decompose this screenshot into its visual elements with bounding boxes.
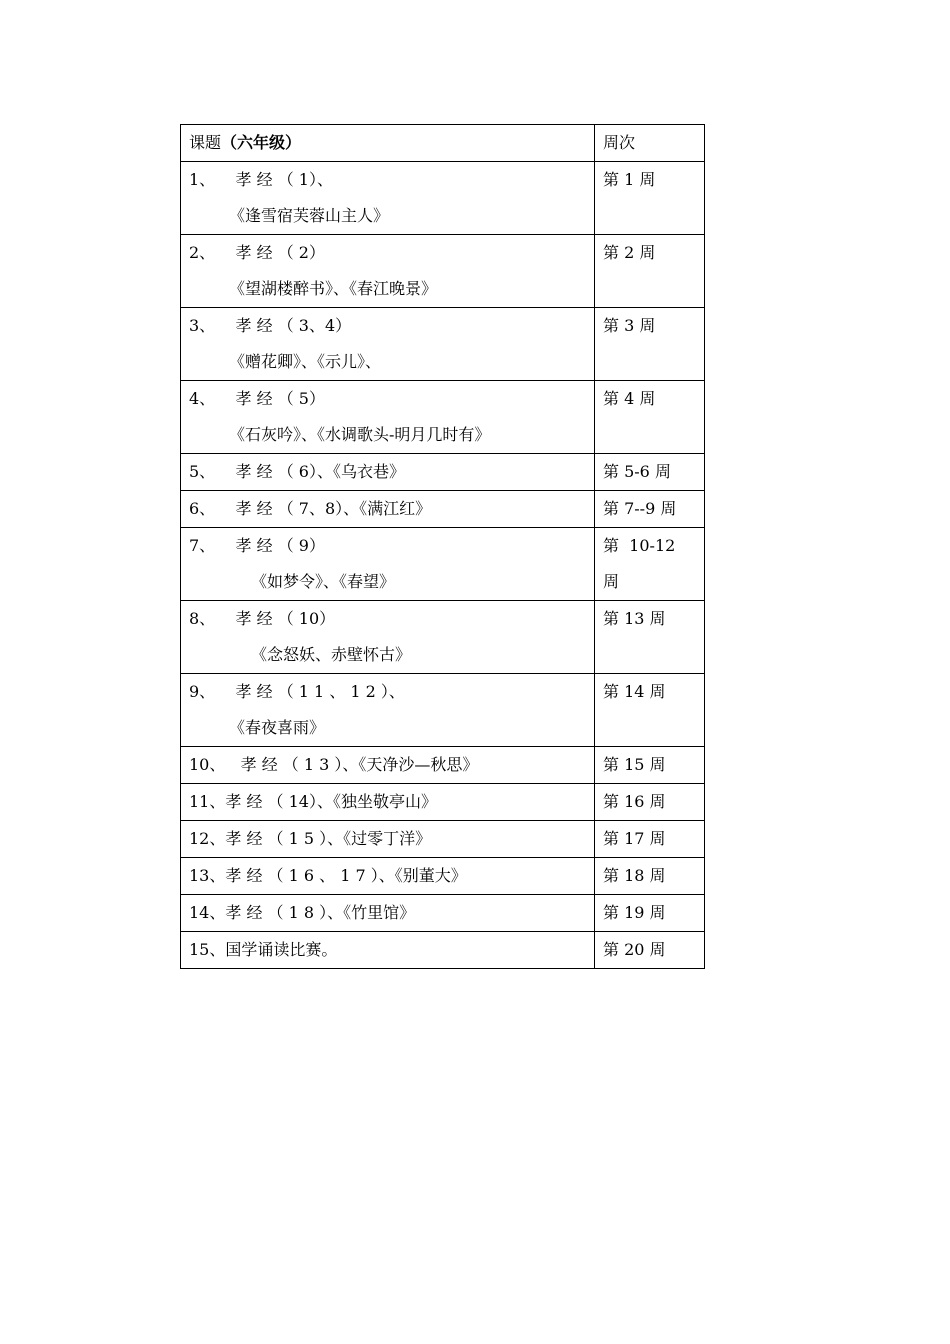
table-row: [181, 747, 705, 784]
week-value-suffix: 周: [603, 572, 620, 591]
topic-cell: [181, 454, 595, 491]
topic-cell: [181, 528, 595, 601]
week-value: 第 14 周: [603, 682, 666, 701]
week-cell: [595, 858, 705, 895]
week-value: 第 4 周: [603, 389, 656, 408]
topic-line: 8、 孝 经 （ 10）: [189, 609, 336, 628]
week-value: 第 15 周: [603, 755, 666, 774]
topic-line: 5、 孝 经 （ 6）、《乌衣巷》: [189, 462, 405, 481]
table-row: [181, 162, 705, 235]
topic-poems: 《望湖楼醉书》、《春江晚景》: [229, 279, 438, 298]
topic-poems: 《春夜喜雨》: [229, 718, 326, 737]
topic-cell: [181, 858, 595, 895]
topic-cell: [181, 381, 595, 454]
table-header-row: [181, 125, 705, 162]
topic-line: 3、 孝 经 （ 3、4）: [189, 316, 352, 335]
topic-poems: 《石灰吟》、《水调歌头-明月几时有》: [229, 425, 491, 444]
week-cell: [595, 784, 705, 821]
topic-cell: [181, 821, 595, 858]
table-row: [181, 932, 705, 969]
header-week-cell: [595, 125, 705, 162]
week-value: 第 3 周: [603, 316, 656, 335]
topic-poems: 《赠花卿》、《示儿》、: [229, 352, 382, 371]
week-cell: [595, 821, 705, 858]
week-cell: [595, 528, 705, 601]
week-value: 第 1 周: [603, 170, 656, 189]
week-cell: [595, 454, 705, 491]
table-row: [181, 381, 705, 454]
week-value: 第 20 周: [603, 940, 666, 959]
week-cell: [595, 601, 705, 674]
topic-line: 1、 孝 经 （ 1）、: [189, 170, 333, 189]
topic-line: 4、 孝 经 （ 5）: [189, 389, 325, 408]
topic-cell: [181, 932, 595, 969]
week-value: 第 18 周: [603, 866, 666, 885]
topic-line: 10、 孝 经 （ 1 3 ）、《天净沙—秋思》: [189, 755, 479, 774]
topic-line: 15、国学诵读比赛。: [189, 940, 338, 959]
topic-cell: [181, 235, 595, 308]
topic-line: 11、孝 经 （ 14）、《独坐敬亭山》: [189, 792, 437, 811]
table-row: [181, 895, 705, 932]
week-value: 第 5-6 周: [603, 462, 671, 481]
table-row: [181, 674, 705, 747]
topic-line: 14、孝 经 （ 1 8 ）、《竹里馆》: [189, 903, 416, 922]
header-topic-label: 课题: [189, 133, 222, 152]
topic-cell: [181, 601, 595, 674]
week-cell: [595, 747, 705, 784]
topic-cell: [181, 747, 595, 784]
topic-line: 2、 孝 经 （ 2）: [189, 243, 325, 262]
table-row: [181, 491, 705, 528]
curriculum-table: [180, 124, 705, 969]
topic-line: 6、 孝 经 （ 7、8）、《满江红》: [189, 499, 432, 518]
topic-poems: 《逢雪宿芙蓉山主人》: [229, 206, 390, 225]
table-row: [181, 784, 705, 821]
topic-cell: [181, 308, 595, 381]
week-cell: [595, 932, 705, 969]
table-row: [181, 858, 705, 895]
table-row: [181, 454, 705, 491]
topic-cell: [181, 895, 595, 932]
header-grade-label: （六年级）: [221, 133, 302, 152]
header-topic-cell: [181, 125, 595, 162]
week-value: 第 2 周: [603, 243, 656, 262]
table-row: [181, 528, 705, 601]
table-row: [181, 821, 705, 858]
topic-line: 7、 孝 经 （ 9）: [189, 536, 325, 555]
topic-cell: [181, 491, 595, 528]
topic-poems: 《念怒妖、赤壁怀古》: [251, 645, 412, 664]
topic-line: 9、 孝 经 （ 1 1 、 1 2 ）、: [189, 682, 405, 701]
week-cell: [595, 491, 705, 528]
topic-line: 12、孝 经 （ 1 5 ）、《过零丁洋》: [189, 829, 432, 848]
week-value: 第 16 周: [603, 792, 666, 811]
topic-cell: [181, 162, 595, 235]
week-cell: [595, 308, 705, 381]
topic-cell: [181, 674, 595, 747]
topic-cell: [181, 784, 595, 821]
table-row: [181, 235, 705, 308]
week-cell: [595, 895, 705, 932]
week-value: 第 13 周: [603, 609, 666, 628]
week-cell: [595, 235, 705, 308]
week-cell: [595, 674, 705, 747]
topic-line: 13、孝 经 （ 1 6 、 1 7 ）、《别董大》: [189, 866, 467, 885]
week-cell: [595, 162, 705, 235]
week-value: 第 19 周: [603, 903, 666, 922]
table-row: [181, 601, 705, 674]
week-value: 第 7--9 周: [603, 499, 677, 518]
topic-poems: 《如梦令》、《春望》: [251, 572, 396, 591]
week-value: 第 17 周: [603, 829, 666, 848]
table-row: [181, 308, 705, 381]
week-cell: [595, 381, 705, 454]
week-value: 第 10-12: [603, 536, 676, 555]
header-week-label: 周次: [603, 133, 636, 152]
